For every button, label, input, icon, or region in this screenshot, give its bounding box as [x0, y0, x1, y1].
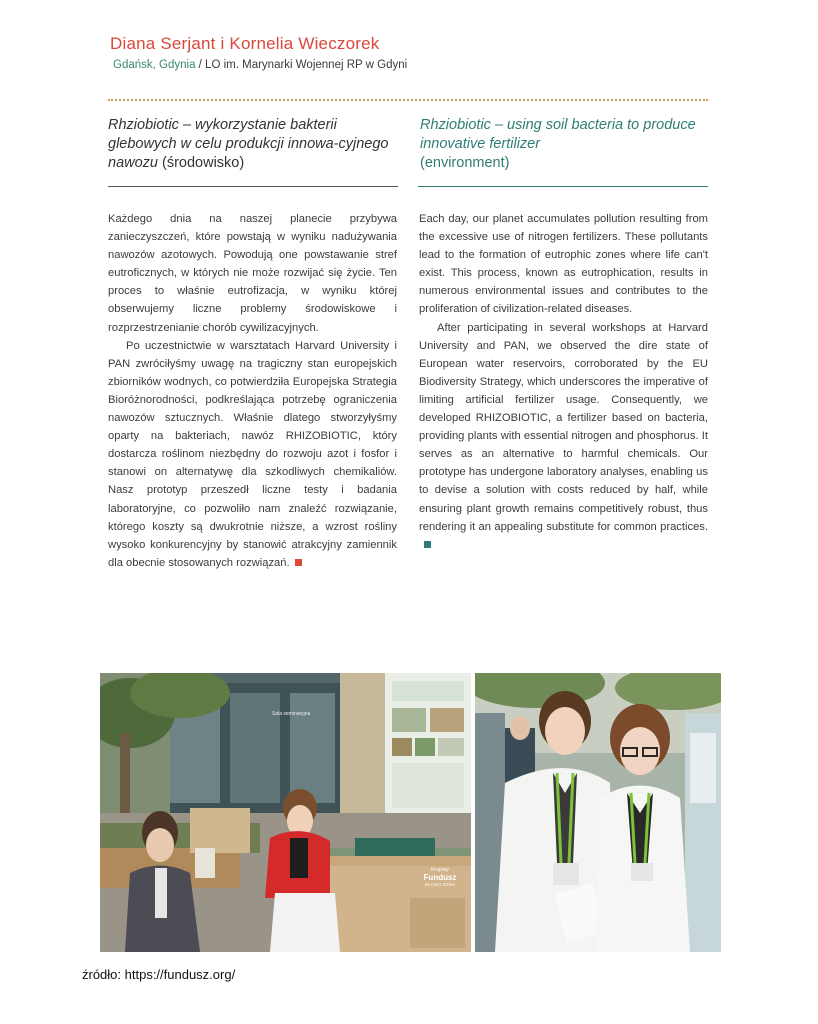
affiliation	[113, 59, 407, 71]
title-polish-rule	[108, 186, 398, 187]
body-polish-paragraph-2-text: Po uczestnictwie w warsztatach Harvard University i PAN zwróciłyśmy uwagę na tragiczny stan europejskich zbiorników wodnych, co potwierdziła Europejska Strategia Bioróżnorodności, podkreślająca potrzebę ograniczenia nawozów sztucznych. Właśnie dlatego stworzyłyśmy oparty na bakteriach, nawóz RHIZOBIOTIC, który dostarcza roślinom niezbędny do rozwoju azot i fosfor i stanowi on alternatywę dla szkodliwych chemikaliów. Nasz prototyp przeszedł liczne testy i badania laboratoryjne, co pozwoliło nam znaleźć rozwiązanie, którego koszty są dwukrotnie niższe, a wzrost rośliny wysoko konkurencyjny by stanowić atrakcyjny zamiennik dla obecnie stosowanych rozwiązań.	[108, 339, 397, 569]
body-polish	[108, 210, 397, 572]
title-english-category: (environment)	[420, 155, 510, 171]
body-english	[419, 210, 708, 554]
fund-logo	[410, 867, 470, 887]
body-english-paragraph-2-text: After participating in several workshops at Harvard University and PAN, we observed the dire state of European water reservoirs, corroborated by the EU Biodiversity Strategy, which underscores the imperative of limiting artificial fertilizer usage. Consequently, we developed RHIZOBIOTIC, a fertilizer based on bacteria, providing plants with essential nitrogen and phosphorus. It serves as an alternative to harmful chemicals. Our prototype has undergone laboratory analyses, enabling us to devise a solution with costs reduced by half, while ensuring plant growth remains competitively robust, thus rendering it an appealing substitute for common practices.	[419, 321, 708, 533]
body-polish-paragraph-2	[108, 337, 397, 572]
photo-exhibition-booth	[100, 673, 471, 952]
body-english-paragraph-1: Each day, our planet accumulates pollution resulting from the excessive use of nitrogen fertilizers. These pollutants lead to the formation of eutrophic zones where life can't exist. This process, known as eutrophication, results in numerous environmental issues and contributes to the proliferation of civilization-related diseases.	[419, 213, 708, 316]
fund-logo-line-2: Fundusz	[423, 873, 457, 882]
title-english	[420, 116, 710, 173]
authors: Diana Serjant i Kornelia Wieczorek	[110, 34, 380, 53]
photo-students	[475, 673, 721, 952]
dotted-divider	[108, 99, 708, 101]
title-english-rule	[418, 186, 708, 187]
end-mark-icon	[295, 559, 302, 566]
affiliation-school: / LO im. Marynarki Wojennej RP w Gdyni	[195, 59, 408, 71]
photo-room-sign: Sala seminaryjna	[272, 711, 311, 717]
title-polish-text: Rhziobiotic – wykorzystanie bakterii glebowych w celu produkcji innowa-cyjnego nawozu	[108, 117, 389, 171]
affiliation-city: Gdańsk, Gdynia	[113, 59, 196, 71]
title-english-text: Rhziobiotic – using soil bacteria to produce innovative fertilizer	[420, 117, 696, 152]
fund-logo-line-3: na rzecz Dzieci	[424, 882, 456, 887]
fund-logo-line-1: Krajowy	[431, 867, 449, 873]
title-polish-category: (środowisko)	[157, 155, 245, 171]
title-polish	[108, 116, 393, 173]
end-mark-icon	[424, 541, 431, 548]
body-polish-paragraph-1: Każdego dnia na naszej planecie przybywa zanieczyszczeń, które powstają w wyniku nadużywania nawozów azotowych. Powodują one powstawanie stref eutroficznych, w których nie może rozwijać się życie. Ten proces to właśnie eutrofizacja, w wyniku której obserwujemy liczne problemy środowiskowe i rozprzestrzenianie chorób cywilizacyjnych.	[108, 213, 397, 334]
body-english-paragraph-2	[419, 319, 708, 554]
photo-students-image	[475, 673, 721, 952]
source-caption: źródło: https://fundusz.org/	[82, 967, 236, 982]
